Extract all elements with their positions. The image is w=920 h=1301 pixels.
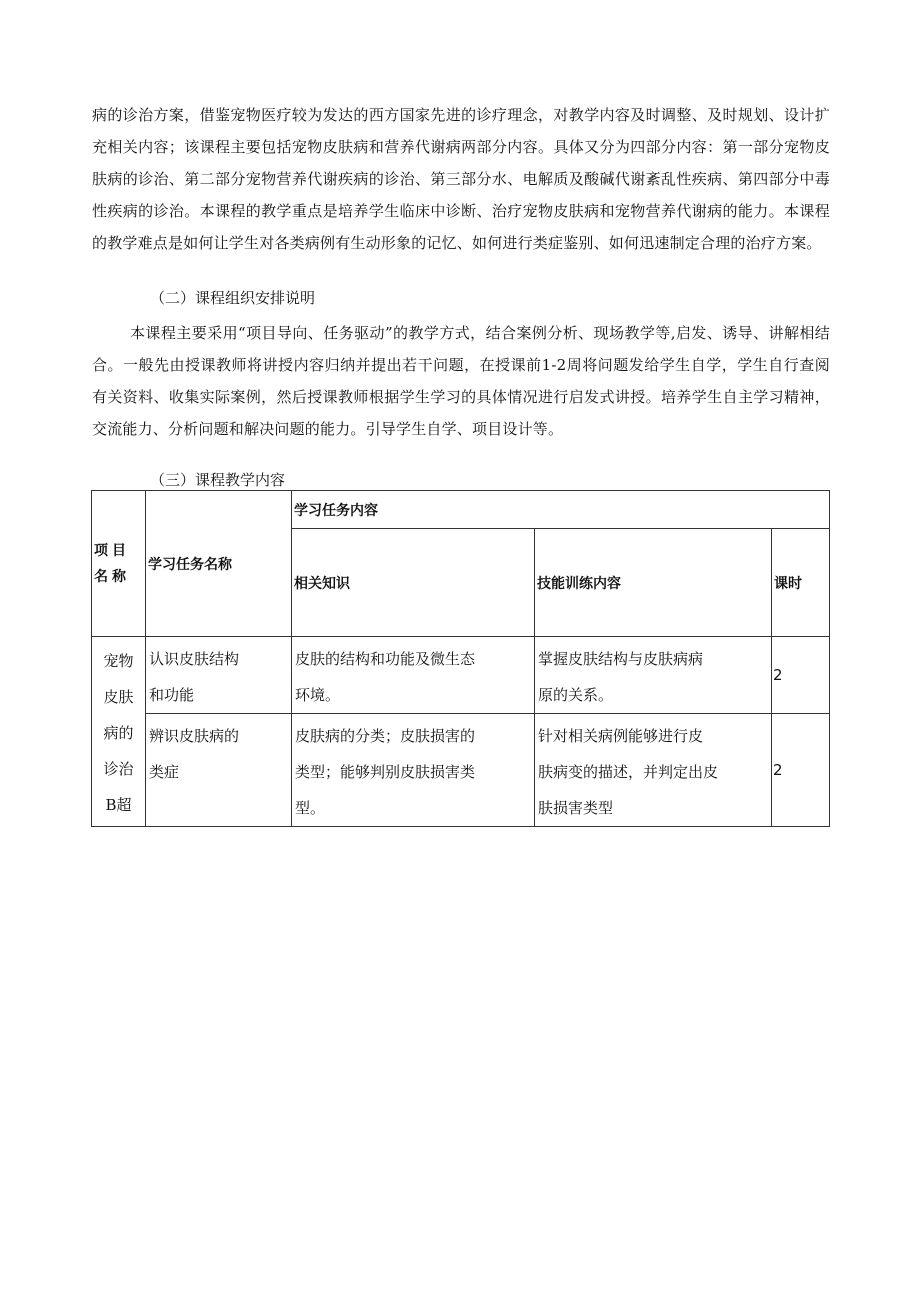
project-name-line: 皮肤 <box>103 688 134 706</box>
cell-line: 肤损害类型 <box>538 799 614 817</box>
knowledge-cell <box>292 637 535 714</box>
cell-line: 类症 <box>149 763 180 781</box>
cell-line: 原的关系。 <box>538 686 614 704</box>
cell-line: 类型；能够判别皮肤损害类 <box>295 763 476 781</box>
project-name-line: 宠物 <box>103 652 134 670</box>
project-name-line: B超 <box>105 796 132 814</box>
section-heading-content: （三）课程教学内容 <box>150 471 286 489</box>
project-name-line: 诊治 <box>103 760 134 778</box>
table-row <box>92 714 830 827</box>
cell-line: 辨识皮肤病的 <box>149 727 240 745</box>
hours-cell: 2 <box>772 637 830 714</box>
skills-cell <box>535 714 772 827</box>
section-heading-organization: （二）课程组织安排说明 <box>150 289 316 307</box>
cell-line: 皮肤的结构和功能及微生态 <box>295 650 476 668</box>
header-skills: 技能训练内容 <box>535 529 772 637</box>
course-content-table <box>91 490 830 827</box>
header-task-name: 学习任务名称 <box>146 491 292 637</box>
cell-line: 认识皮肤结构 <box>149 650 240 668</box>
header-task-content: 学习任务内容 <box>292 491 830 529</box>
project-name-line: 病的 <box>103 724 134 742</box>
task-cell <box>146 637 292 714</box>
project-cell <box>92 637 146 827</box>
cell-line: 和功能 <box>149 686 195 704</box>
organization-paragraph: 本课程主要采用“项目导向、任务驱动”的教学方式，结合案例分析、现场教学等,启发、诱导、讲解相结合。一般先由授课教师将讲授内容归纳并提出若干问题，在授课前1-2周将问题发给学生自学，学生自行查阅有关资料、收集实际案例，然后授课教师根据学生学习的具体情况进行启发式讲授。培养学生自主学习精神，交流能力、分析问题和解决问题的能力。引导学生自学、项目设计等。 <box>92 324 830 438</box>
skills-cell <box>535 637 772 714</box>
cell-line: 环境。 <box>295 686 341 704</box>
knowledge-cell <box>292 714 535 827</box>
cell-line: 掌握皮肤结构与皮肤病病 <box>538 650 704 668</box>
cell-line: 型。 <box>295 799 326 817</box>
header-knowledge: 相关知识 <box>292 529 535 637</box>
header-hours: 课时 <box>772 529 830 637</box>
intro-paragraph: 病的诊治方案，借鉴宠物医疗较为发达的西方国家先进的诊疗理念，对教学内容及时调整、及时规划、设计扩充相关内容；该课程主要包括宠物皮肤病和营养代谢病两部分内容。具体又分为四部分内容：第一部分宠物皮肤病的诊治、第二部分宠物营养代谢疾病的诊治、第三部分水、电解质及酸碱代谢紊乱性疾病、第四部分中毒性疾病的诊治。本课程的教学重点是培养学生临床中诊断、治疗宠物皮肤病和宠物营养代谢病的能力。本课程的教学难点是如何让学生对各类病例有生动形象的记忆、如何进行类症鉴别、如何迅速制定合理的治疗方案。 <box>92 106 830 252</box>
cell-line: 肤病变的描述，并判定出皮 <box>538 763 719 781</box>
table-header-row <box>92 491 830 529</box>
table-row <box>92 637 830 714</box>
header-project-name: 项目名称 <box>92 491 146 637</box>
hours-cell: 2 <box>772 714 830 827</box>
cell-line: 针对相关病例能够进行皮 <box>538 727 704 745</box>
task-cell <box>146 714 292 827</box>
cell-line: 皮肤病的分类；皮肤损害的 <box>295 727 476 745</box>
